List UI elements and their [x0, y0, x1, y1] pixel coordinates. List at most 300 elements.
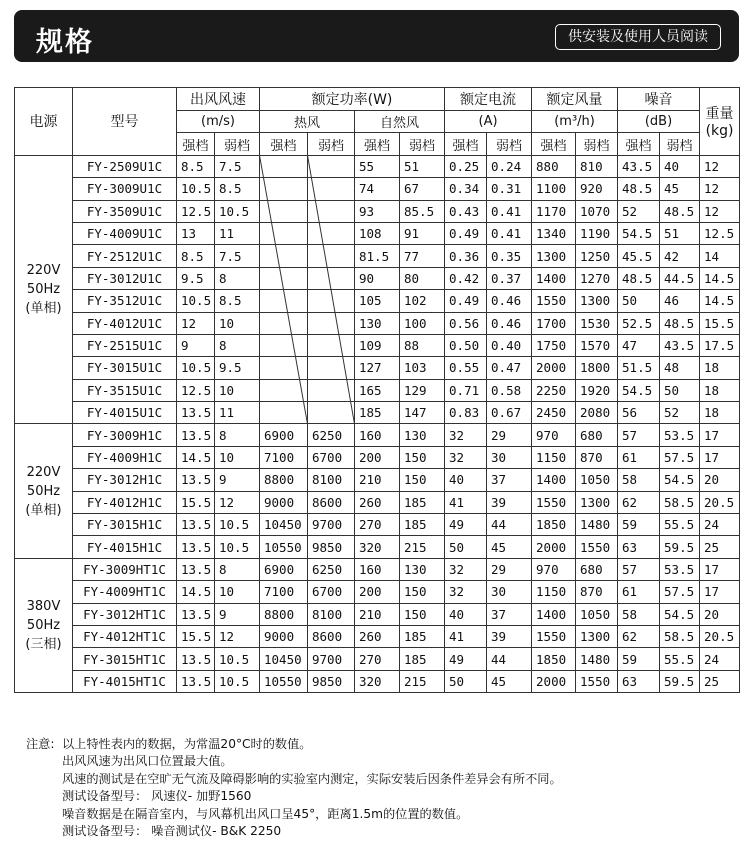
note-line: 测试设备型号： 噪音测试仪- B&K 2250 — [62, 824, 282, 839]
model-cell: FY-4009U1C — [73, 222, 177, 244]
value-cell: 970 — [532, 424, 576, 446]
header-strong: 强档 — [532, 133, 576, 155]
value-cell: 10.5 — [177, 290, 215, 312]
value-cell: 48.5 — [660, 312, 700, 334]
value-cell: 56 — [618, 402, 660, 424]
value-cell: 11 — [215, 402, 260, 424]
value-cell: 25 — [700, 670, 740, 692]
value-cell: 185 — [400, 625, 445, 647]
value-cell: 8.5 — [215, 290, 260, 312]
value-cell: 1340 — [532, 222, 576, 244]
power-supply-line: (三相) — [25, 636, 62, 652]
model-cell: FY-2509U1C — [73, 155, 177, 177]
value-cell: 51 — [660, 222, 700, 244]
value-cell: 215 — [400, 670, 445, 692]
table-row — [15, 200, 740, 222]
value-cell: 129 — [400, 379, 445, 401]
value-cell: 14.5 — [177, 581, 215, 603]
value-cell: 320 — [355, 536, 400, 558]
header-model: 型号 — [73, 88, 177, 156]
value-cell: 680 — [576, 558, 618, 580]
value-cell: 7.5 — [215, 245, 260, 267]
value-cell: 10 — [215, 312, 260, 334]
model-cell: FY-3515U1C — [73, 379, 177, 401]
value-cell: 74 — [355, 178, 400, 200]
hot-air-na-cell — [308, 357, 355, 379]
value-cell: 13.5 — [177, 469, 215, 491]
value-cell: 6900 — [260, 558, 308, 580]
value-cell: 8800 — [260, 603, 308, 625]
value-cell: 0.50 — [445, 334, 487, 356]
value-cell: 93 — [355, 200, 400, 222]
value-cell: 39 — [487, 625, 532, 647]
value-cell: 50 — [445, 670, 487, 692]
hot-air-na-cell — [308, 402, 355, 424]
value-cell: 25 — [700, 536, 740, 558]
value-cell: 0.40 — [487, 334, 532, 356]
notes-section — [26, 736, 741, 840]
value-cell: 17.5 — [700, 334, 740, 356]
value-cell: 0.31 — [487, 178, 532, 200]
value-cell: 61 — [618, 581, 660, 603]
model-cell: FY-3015U1C — [73, 357, 177, 379]
power-supply-line: 220V — [26, 464, 61, 480]
value-cell: 185 — [355, 402, 400, 424]
weight-label: 重量 — [705, 106, 734, 123]
value-cell: 0.37 — [487, 267, 532, 289]
header-weight — [700, 88, 740, 156]
note-line: 风速的测试是在空旷无气流及障碍影响的实验室内测定，实际安装后因条件差异会有所不同。 — [62, 771, 562, 786]
header-weak: 弱档 — [215, 133, 260, 155]
header-strong: 强档 — [445, 133, 487, 155]
value-cell: 0.55 — [445, 357, 487, 379]
value-cell: 0.49 — [445, 222, 487, 244]
value-cell: 17 — [700, 424, 740, 446]
power-supply-line: 220V — [26, 263, 61, 279]
table-row — [15, 267, 740, 289]
value-cell: 32 — [445, 446, 487, 468]
hot-air-na-cell — [260, 267, 308, 289]
power-supply-line: 50Hz — [26, 282, 61, 298]
table-row — [15, 536, 740, 558]
value-cell: 12 — [700, 155, 740, 177]
value-cell: 12 — [177, 312, 215, 334]
hot-air-na-cell — [308, 334, 355, 356]
hot-air-na-cell — [308, 379, 355, 401]
value-cell: 9.5 — [215, 357, 260, 379]
power-supply-line: 50Hz — [26, 617, 61, 633]
value-cell: 52 — [618, 200, 660, 222]
header-rated-power: 额定功率(W) — [260, 88, 445, 111]
hot-air-na-cell — [260, 379, 308, 401]
value-cell: 9700 — [308, 648, 355, 670]
value-cell: 37 — [487, 603, 532, 625]
table-row — [15, 245, 740, 267]
value-cell: 20 — [700, 603, 740, 625]
value-cell: 80 — [400, 267, 445, 289]
value-cell: 6900 — [260, 424, 308, 446]
value-cell: 61 — [618, 446, 660, 468]
value-cell: 130 — [355, 312, 400, 334]
value-cell: 13 — [177, 222, 215, 244]
header-noise-unit: (dB) — [618, 111, 700, 133]
value-cell: 0.24 — [487, 155, 532, 177]
value-cell: 870 — [576, 581, 618, 603]
value-cell: 51 — [400, 155, 445, 177]
value-cell: 9700 — [308, 514, 355, 536]
value-cell: 1400 — [532, 603, 576, 625]
value-cell: 57.5 — [660, 581, 700, 603]
hot-air-na-cell — [260, 334, 308, 356]
value-cell: 51.5 — [618, 357, 660, 379]
value-cell: 0.47 — [487, 357, 532, 379]
value-cell: 215 — [400, 536, 445, 558]
value-cell: 1300 — [576, 625, 618, 647]
table-row — [15, 178, 740, 200]
value-cell: 32 — [445, 424, 487, 446]
value-cell: 12 — [700, 200, 740, 222]
table-row — [15, 290, 740, 312]
value-cell: 0.34 — [445, 178, 487, 200]
power-supply-cell — [15, 558, 73, 692]
value-cell: 91 — [400, 222, 445, 244]
value-cell: 50 — [618, 290, 660, 312]
value-cell: 2000 — [532, 536, 576, 558]
value-cell: 59 — [618, 648, 660, 670]
value-cell: 150 — [400, 469, 445, 491]
value-cell: 57 — [618, 558, 660, 580]
hot-air-na-cell — [308, 222, 355, 244]
value-cell: 10 — [215, 379, 260, 401]
value-cell: 48.5 — [618, 178, 660, 200]
value-cell: 1400 — [532, 469, 576, 491]
header-weak: 弱档 — [487, 133, 532, 155]
value-cell: 9850 — [308, 536, 355, 558]
value-cell: 43.5 — [618, 155, 660, 177]
value-cell: 9850 — [308, 670, 355, 692]
value-cell: 1480 — [576, 514, 618, 536]
value-cell: 10450 — [260, 514, 308, 536]
power-supply-line: 380V — [26, 598, 61, 614]
value-cell: 14 — [700, 245, 740, 267]
value-cell: 54.5 — [660, 603, 700, 625]
header-strong: 强档 — [618, 133, 660, 155]
hot-air-na-cell — [308, 312, 355, 334]
model-cell: FY-2515U1C — [73, 334, 177, 356]
value-cell: 1170 — [532, 200, 576, 222]
value-cell: 185 — [400, 648, 445, 670]
value-cell: 9.5 — [177, 267, 215, 289]
hot-air-na-cell — [308, 200, 355, 222]
value-cell: 9000 — [260, 491, 308, 513]
value-cell: 85.5 — [400, 200, 445, 222]
value-cell: 12 — [700, 178, 740, 200]
value-cell: 100 — [400, 312, 445, 334]
hot-air-na-cell — [260, 357, 308, 379]
hot-air-na-cell — [260, 155, 308, 177]
model-cell: FY-4012U1C — [73, 312, 177, 334]
note-line: 测试设备型号： 风速仪- 加野1560 — [62, 789, 252, 804]
value-cell: 1550 — [576, 670, 618, 692]
value-cell: 44 — [487, 648, 532, 670]
value-cell: 160 — [355, 424, 400, 446]
value-cell: 1850 — [532, 648, 576, 670]
table-row — [15, 469, 740, 491]
value-cell: 53.5 — [660, 424, 700, 446]
value-cell: 1480 — [576, 648, 618, 670]
model-cell: FY-3015HT1C — [73, 648, 177, 670]
value-cell: 57 — [618, 424, 660, 446]
value-cell: 13.5 — [177, 514, 215, 536]
model-cell: FY-3012H1C — [73, 469, 177, 491]
model-cell: FY-2512U1C — [73, 245, 177, 267]
value-cell: 39 — [487, 491, 532, 513]
value-cell: 1530 — [576, 312, 618, 334]
value-cell: 55.5 — [660, 648, 700, 670]
value-cell: 1570 — [576, 334, 618, 356]
header-strong: 强档 — [177, 133, 215, 155]
value-cell: 45.5 — [618, 245, 660, 267]
header-airflow-unit: (m³/h) — [532, 111, 618, 133]
value-cell: 10550 — [260, 670, 308, 692]
value-cell: 12.5 — [700, 222, 740, 244]
value-cell: 18 — [700, 379, 740, 401]
value-cell: 680 — [576, 424, 618, 446]
value-cell: 150 — [400, 603, 445, 625]
value-cell: 0.41 — [487, 200, 532, 222]
value-cell: 20 — [700, 469, 740, 491]
value-cell: 15.5 — [177, 491, 215, 513]
hot-air-na-cell — [260, 402, 308, 424]
value-cell: 130 — [400, 558, 445, 580]
value-cell: 160 — [355, 558, 400, 580]
note-line: 噪音数据是在隔音室内，与风幕机出风口呈45°，距离1.5m的位置的数值。 — [62, 806, 469, 821]
value-cell: 10 — [215, 581, 260, 603]
value-cell: 150 — [400, 581, 445, 603]
value-cell: 2000 — [532, 357, 576, 379]
power-supply-line: (单相) — [25, 301, 62, 317]
value-cell: 58.5 — [660, 625, 700, 647]
hot-air-na-cell — [260, 222, 308, 244]
hot-air-na-cell — [260, 290, 308, 312]
value-cell: 920 — [576, 178, 618, 200]
table-row — [15, 222, 740, 244]
value-cell: 1850 — [532, 514, 576, 536]
value-cell: 165 — [355, 379, 400, 401]
value-cell: 29 — [487, 424, 532, 446]
value-cell: 58 — [618, 603, 660, 625]
value-cell: 13.5 — [177, 603, 215, 625]
value-cell: 13.5 — [177, 536, 215, 558]
value-cell: 46 — [660, 290, 700, 312]
value-cell: 6250 — [308, 424, 355, 446]
value-cell: 10.5 — [177, 178, 215, 200]
wind-speed-label: 出风风速 — [190, 92, 246, 108]
value-cell: 9 — [215, 469, 260, 491]
table-row — [15, 491, 740, 513]
model-cell: FY-3512U1C — [73, 290, 177, 312]
value-cell: 13.5 — [177, 424, 215, 446]
value-cell: 15.5 — [177, 625, 215, 647]
header-hot-air: 热风 — [260, 111, 355, 133]
header-wind-speed — [177, 88, 260, 111]
header-wind-speed-unit: (m/s) — [177, 111, 260, 133]
value-cell: 47 — [618, 334, 660, 356]
value-cell: 0.46 — [487, 312, 532, 334]
value-cell: 62 — [618, 625, 660, 647]
value-cell: 1270 — [576, 267, 618, 289]
value-cell: 1700 — [532, 312, 576, 334]
value-cell: 1300 — [576, 290, 618, 312]
value-cell: 32 — [445, 581, 487, 603]
value-cell: 10.5 — [215, 536, 260, 558]
hot-air-na-cell — [308, 290, 355, 312]
value-cell: 8 — [215, 558, 260, 580]
value-cell: 970 — [532, 558, 576, 580]
value-cell: 185 — [400, 491, 445, 513]
value-cell: 147 — [400, 402, 445, 424]
value-cell: 130 — [400, 424, 445, 446]
value-cell: 13.5 — [177, 558, 215, 580]
value-cell: 17 — [700, 446, 740, 468]
value-cell: 54.5 — [660, 469, 700, 491]
value-cell: 62 — [618, 491, 660, 513]
value-cell: 63 — [618, 536, 660, 558]
value-cell: 90 — [355, 267, 400, 289]
value-cell: 108 — [355, 222, 400, 244]
value-cell: 9 — [177, 334, 215, 356]
header-rated-current: 额定电流 — [445, 88, 532, 111]
value-cell: 210 — [355, 469, 400, 491]
model-cell: FY-3012HT1C — [73, 603, 177, 625]
hot-air-na-cell — [308, 245, 355, 267]
value-cell: 20.5 — [700, 491, 740, 513]
value-cell: 8.5 — [177, 155, 215, 177]
value-cell: 8800 — [260, 469, 308, 491]
value-cell: 270 — [355, 514, 400, 536]
value-cell: 880 — [532, 155, 576, 177]
value-cell: 32 — [445, 558, 487, 580]
table-row — [15, 402, 740, 424]
value-cell: 1150 — [532, 581, 576, 603]
model-cell: FY-3009HT1C — [73, 558, 177, 580]
value-cell: 18 — [700, 402, 740, 424]
value-cell: 0.36 — [445, 245, 487, 267]
value-cell: 2450 — [532, 402, 576, 424]
table-row — [15, 558, 740, 580]
value-cell: 17 — [700, 581, 740, 603]
value-cell: 45 — [660, 178, 700, 200]
value-cell: 150 — [400, 446, 445, 468]
header-weak: 弱档 — [576, 133, 618, 155]
hot-air-na-cell — [260, 312, 308, 334]
value-cell: 210 — [355, 603, 400, 625]
hot-air-na-cell — [260, 245, 308, 267]
value-cell: 200 — [355, 446, 400, 468]
value-cell: 48.5 — [660, 200, 700, 222]
value-cell: 44.5 — [660, 267, 700, 289]
value-cell: 10.5 — [215, 670, 260, 692]
table-row — [15, 648, 740, 670]
value-cell: 77 — [400, 245, 445, 267]
value-cell: 9000 — [260, 625, 308, 647]
power-supply-line: 50Hz — [26, 483, 61, 499]
value-cell: 1550 — [532, 290, 576, 312]
model-cell: FY-4015H1C — [73, 536, 177, 558]
value-cell: 12.5 — [177, 379, 215, 401]
value-cell: 10550 — [260, 536, 308, 558]
value-cell: 109 — [355, 334, 400, 356]
value-cell: 105 — [355, 290, 400, 312]
value-cell: 13.5 — [177, 402, 215, 424]
value-cell: 12 — [215, 491, 260, 513]
model-cell: FY-3009H1C — [73, 424, 177, 446]
value-cell: 59 — [618, 514, 660, 536]
value-cell: 29 — [487, 558, 532, 580]
value-cell: 2080 — [576, 402, 618, 424]
table-row — [15, 581, 740, 603]
model-cell: FY-4012H1C — [73, 491, 177, 513]
value-cell: 44 — [487, 514, 532, 536]
value-cell: 67 — [400, 178, 445, 200]
value-cell: 1150 — [532, 446, 576, 468]
hot-air-na-cell — [308, 267, 355, 289]
value-cell: 58 — [618, 469, 660, 491]
value-cell: 6700 — [308, 581, 355, 603]
value-cell: 48.5 — [618, 267, 660, 289]
header-weak: 弱档 — [308, 133, 355, 155]
power-supply-cell — [15, 424, 73, 558]
hot-air-na-cell — [308, 155, 355, 177]
value-cell: 102 — [400, 290, 445, 312]
value-cell: 2000 — [532, 670, 576, 692]
value-cell: 1550 — [532, 625, 576, 647]
weight-unit: (kg) — [705, 123, 734, 140]
table-row — [15, 625, 740, 647]
value-cell: 20.5 — [700, 625, 740, 647]
value-cell: 103 — [400, 357, 445, 379]
value-cell: 6250 — [308, 558, 355, 580]
value-cell: 41 — [445, 625, 487, 647]
header-current-unit: (A) — [445, 111, 532, 133]
table-row — [15, 670, 740, 692]
table-row — [15, 357, 740, 379]
value-cell: 40 — [445, 603, 487, 625]
value-cell: 8100 — [308, 603, 355, 625]
value-cell: 13.5 — [177, 648, 215, 670]
value-cell: 14.5 — [177, 446, 215, 468]
value-cell: 0.43 — [445, 200, 487, 222]
value-cell: 10.5 — [215, 200, 260, 222]
value-cell: 185 — [400, 514, 445, 536]
value-cell: 17 — [700, 558, 740, 580]
value-cell: 1050 — [576, 469, 618, 491]
value-cell: 1300 — [532, 245, 576, 267]
power-supply-cell — [15, 155, 73, 424]
value-cell: 59.5 — [660, 670, 700, 692]
spec-table — [14, 87, 740, 693]
value-cell: 1920 — [576, 379, 618, 401]
hot-air-na-cell — [260, 178, 308, 200]
header-bar — [14, 10, 739, 62]
model-cell: FY-3509U1C — [73, 200, 177, 222]
value-cell: 54.5 — [618, 222, 660, 244]
notes-lines — [62, 736, 741, 840]
table-row — [15, 312, 740, 334]
value-cell: 810 — [576, 155, 618, 177]
value-cell: 1300 — [576, 491, 618, 513]
value-cell: 37 — [487, 469, 532, 491]
